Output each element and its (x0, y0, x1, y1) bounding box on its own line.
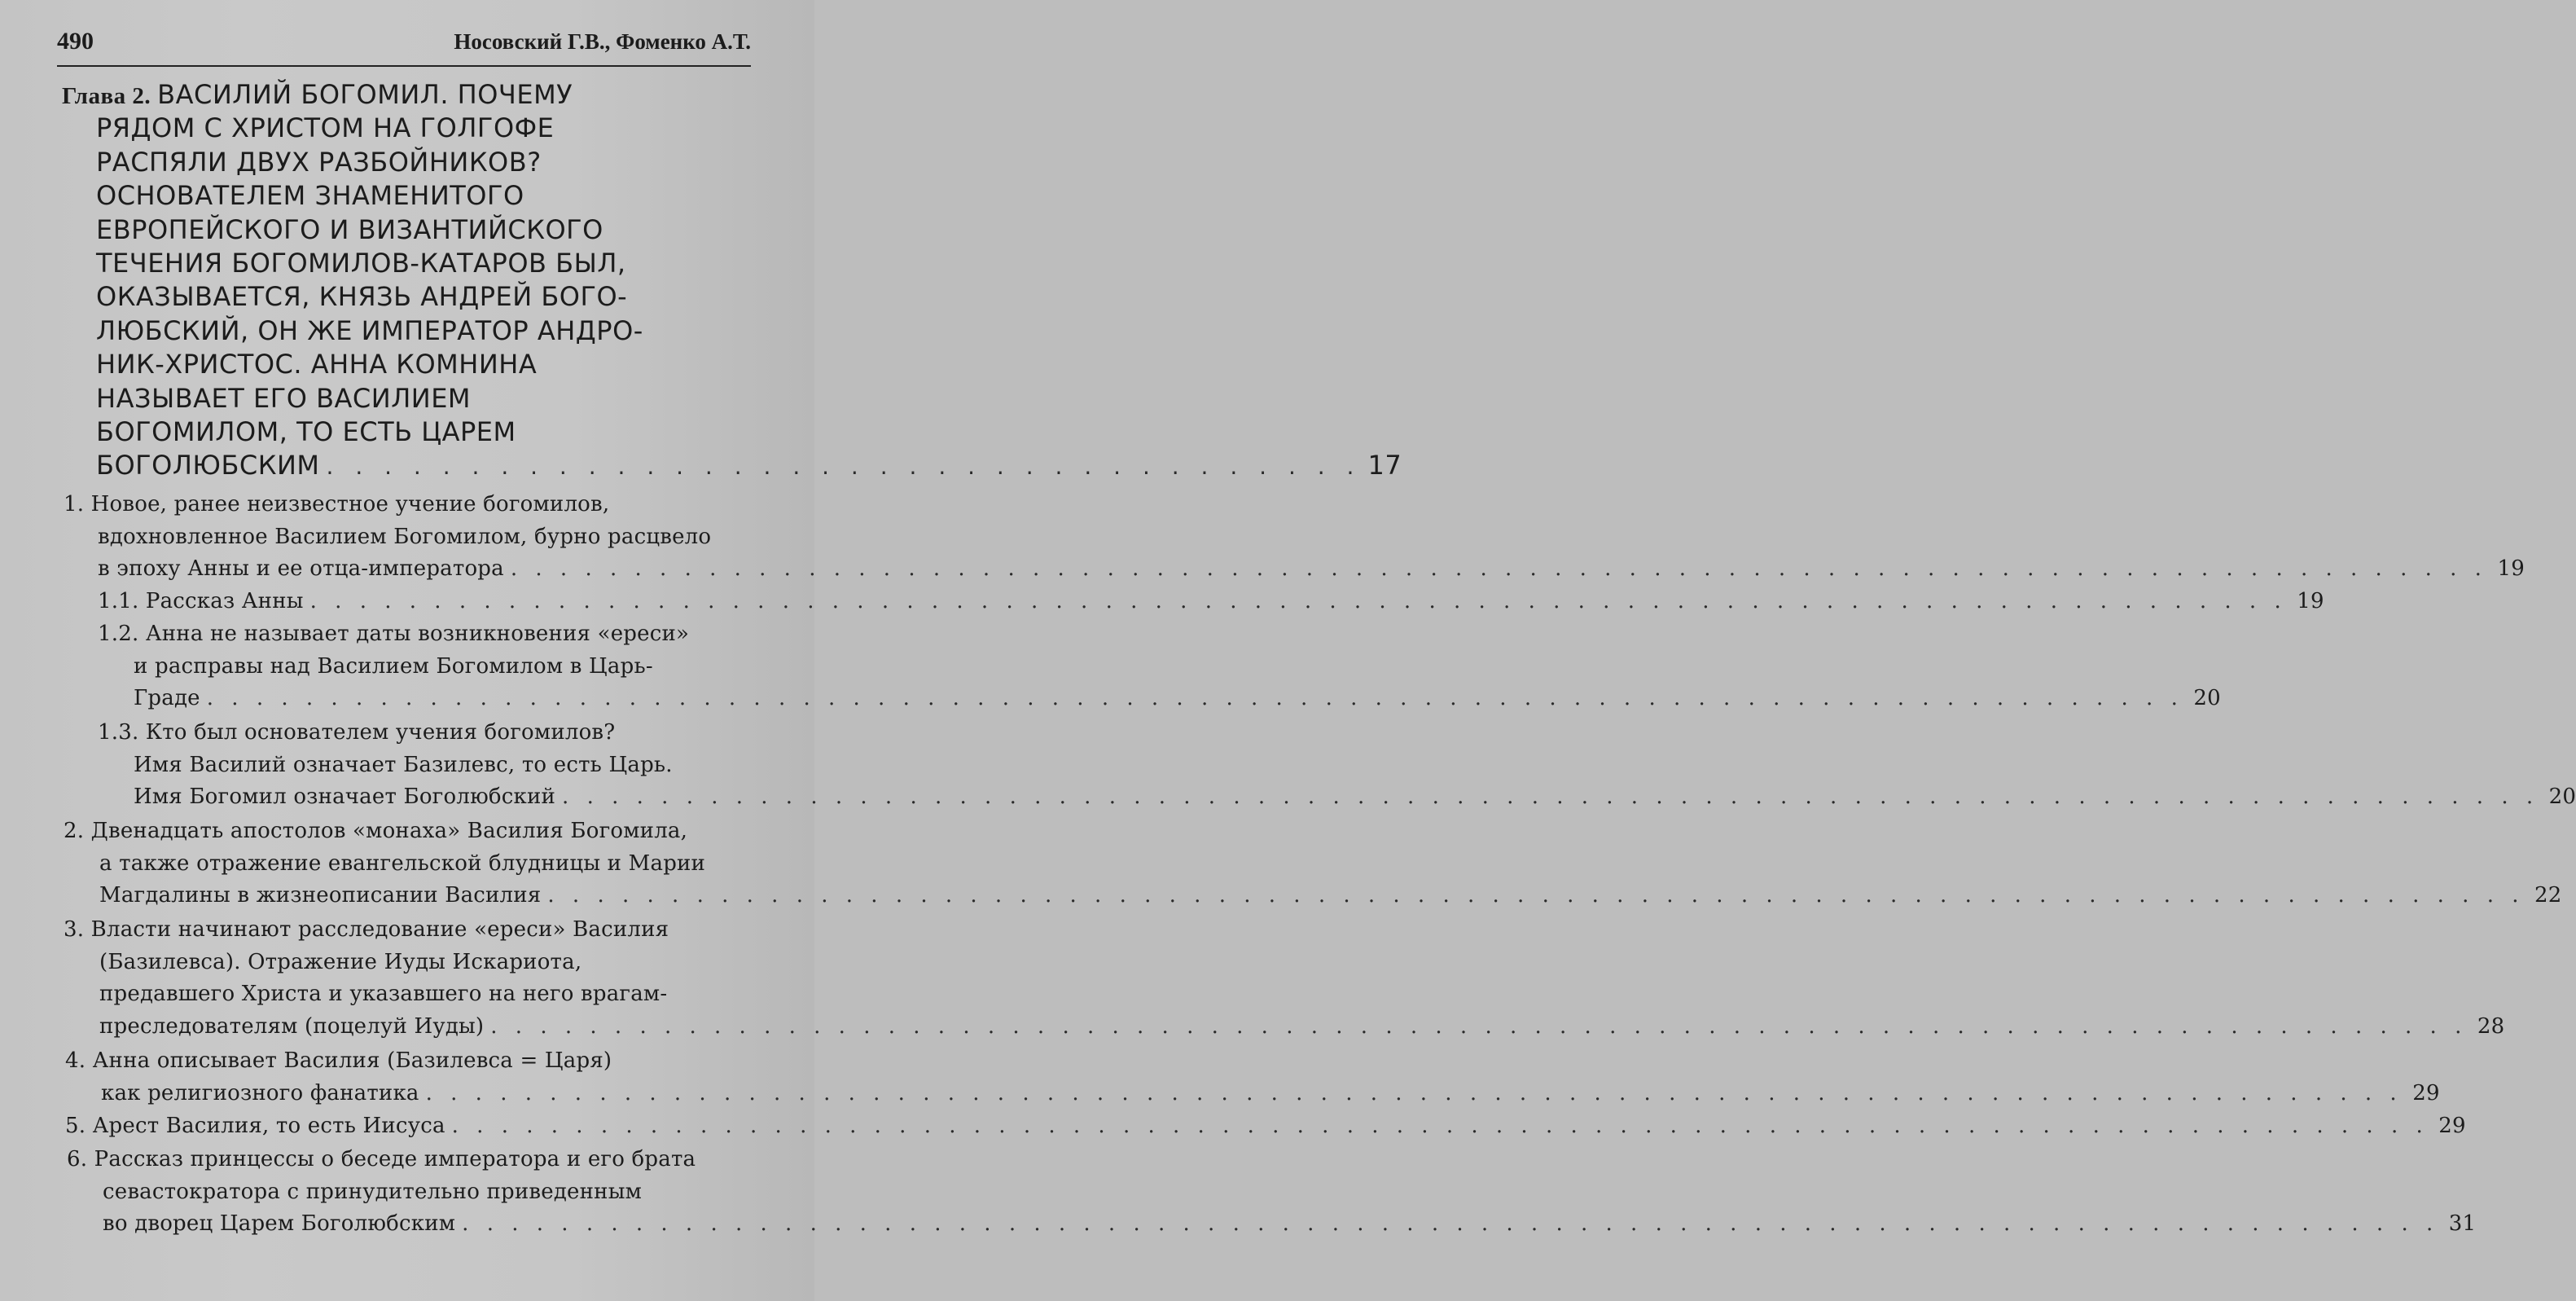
chapter-line (62, 247, 754, 280)
chapter-prefix: Глава 2. (62, 83, 151, 109)
toc-entry-line (0, 749, 741, 782)
chapter-line (62, 382, 754, 415)
chapter-title-line: ЛЮБСКИЙ, ОН ЖЕ ИМПЕРАТОР АНДРО- (96, 314, 643, 346)
toc-entry-text: во дворец Царем Боголюбским (103, 1211, 456, 1236)
toc-page-number: 31 (2448, 1211, 2477, 1236)
dot-leader: . . . . . . . . . . . . . . . . . . . . . . . . . . . . . . . . . . . . . . . . . . . . . . . . . . . . . . . . . . . . . . . . . . . . . . . . . . . . . . . . (425, 1080, 2403, 1105)
toc-page-number: 19 (2297, 589, 2324, 613)
toc-entry (0, 717, 2576, 814)
chapter-line (62, 280, 754, 314)
toc-entry-text: и расправы над Василием Богомилом в Царь- (134, 653, 653, 679)
toc-page-number: 22 (2534, 883, 2562, 908)
toc-entry (0, 618, 2221, 715)
toc-entry-text: 3. Власти начинают расследование «ереси» Василия (64, 917, 669, 942)
chapter-line (62, 179, 754, 213)
chapter-title-line: РЯДОМ С ХРИСТОМ НА ГОЛГОФЕ (96, 112, 555, 144)
toc-entry-line (0, 978, 753, 1011)
toc-entry-line (0, 914, 753, 947)
toc-entry-text: севастократора с принудительно приведенным (103, 1179, 643, 1204)
toc-entry-line (0, 553, 2525, 586)
toc-entry-line (0, 1045, 753, 1078)
dot-leader: . . . . . . . . . . . . . . . . . . . . . . . . . . . . . . . . . . . . . . . . . . . . . . . . . . . . . . . . . . . . . . . . . . . . . . . . . . . . . . . . (451, 1114, 2429, 1138)
toc-page-number: 29 (2438, 1114, 2466, 1138)
chapter-line (62, 348, 754, 381)
chapter-line (62, 78, 754, 112)
chapter-title-line: НАЗЫВАЕТ ЕГО ВАСИЛИЕМ (96, 382, 472, 414)
dot-leader: . . . . . . . . . . . . . . . . . . . . . . . . . . . . . . . . . . . . (326, 453, 1362, 481)
chapter-page-number: 17 (1367, 450, 1402, 481)
toc-page-number: 29 (2412, 1080, 2440, 1105)
chapter-title-line: БОГОМИЛОМ, ТО ЕСТЬ ЦАРЕМ (96, 415, 516, 447)
chapter-line (62, 112, 754, 145)
chapter-line (62, 415, 754, 449)
toc-entry-text: как религиозного фанатика (101, 1080, 419, 1105)
toc-entry-text: 6. Рассказ принцессы о беседе императора и его брата (67, 1147, 696, 1171)
dot-leader: . . . . . . . . . . . . . . . . . . . . . . . . . . . . . . . . . . . . . . . . . . . . . . . . . . . . . . . . . . . . . . . . . . . . . . . . . . . . . . . . (547, 883, 2525, 908)
toc-entry (0, 914, 2505, 1043)
toc-entry-line (0, 683, 2221, 715)
toc-entry-line (0, 1011, 2505, 1044)
toc-entry-text: 1.2. Анна не называет даты возникновения «ереси» (98, 622, 690, 646)
chapter-title-line: ОКАЗЫВАЕТСЯ, КНЯЗЬ АНДРЕЙ БОГО- (96, 281, 628, 313)
toc-entry-line (0, 618, 741, 651)
toc-entry-line (0, 781, 2576, 814)
toc-entry-text: Имя Богомил означает Боголюбский (134, 785, 556, 809)
toc-entry-text: вдохновленное Василием Богомилом, бурно расцвело (98, 524, 712, 549)
toc-entry-line (0, 947, 753, 979)
chapter-line (62, 314, 754, 348)
toc-entry-line (0, 521, 741, 554)
toc-entry (0, 1144, 2477, 1241)
chapter-title-line: ТЕЧЕНИЯ БОГОМИЛОВ-КАТАРОВ БЫЛ, (96, 247, 626, 279)
toc-entry (0, 1045, 2440, 1110)
toc-entry-text: предавшего Христа и указавшего на него врагам- (99, 982, 668, 1006)
toc-entry-text: Магдалины в жизнеописании Василия (99, 883, 542, 908)
toc-entry-line (0, 586, 2324, 618)
toc-entry-text: преследователям (поцелуй Иуды) (99, 1013, 485, 1039)
chapter-title-line: ОСНОВАТЕЛЕМ ЗНАМЕНИТОГО (96, 180, 524, 212)
toc-entry-text: 1.1. Рассказ Анны (98, 589, 304, 613)
chapter-title-line: ЕВРОПЕЙСКОГО И ВИЗАНТИЙСКОГО (96, 213, 603, 245)
toc-entry-text: Имя Василий означает Базилевс, то есть Царь. (134, 752, 673, 777)
chapter-title-line: НИК-ХРИСТОС. АННА КОМНИНА (96, 349, 538, 380)
chapter-line (62, 213, 754, 247)
chapter-line (62, 449, 1402, 482)
page-header (57, 24, 751, 67)
toc-entry-text: 1. Новое, ранее неизвестное учение богомилов, (64, 492, 610, 516)
toc-entry-line (0, 880, 2562, 912)
toc-entry-text: 1.3. Кто был основателем учения богомилов? (98, 720, 616, 745)
toc-entry (0, 815, 2562, 912)
dot-leader: . . . . . . . . . . . . . . . . . . . . . . . . . . . . . . . . . . . . . . . . . . . . . . . . . . . . . . . . . . . . . . . . . . . . . . . . . . . . . . . . (309, 589, 2287, 613)
toc-entry-text: 5. Арест Василия, то есть Иисуса (65, 1114, 445, 1138)
toc-page-number: 28 (2477, 1013, 2505, 1039)
toc-entry-text: Граде (134, 686, 200, 710)
dot-leader: . . . . . . . . . . . . . . . . . . . . . . . . . . . . . . . . . . . . . . . . . . . . . . . . . . . . . . . . . . . . . . . . . . . . . . . . . . . . . . . . (510, 556, 2487, 581)
toc-entry-line (0, 651, 741, 683)
chapter-line (62, 146, 754, 179)
toc-entry-line (0, 1176, 761, 1209)
toc-entry-line (0, 1078, 2440, 1110)
toc-entry-text: 4. Анна описывает Василия (Базилевса = Царя) (65, 1048, 612, 1073)
toc-entry-line (0, 1144, 761, 1176)
chapter-heading (62, 78, 1402, 483)
toc-entry (0, 1110, 2466, 1143)
toc-entry-text: 2. Двенадцать апостолов «монаха» Василия Богомила, (64, 819, 688, 843)
toc-entry-text: в эпоху Анны и ее отца-императора (98, 556, 504, 581)
toc-page-number: 19 (2497, 556, 2525, 581)
chapter-title-line: ВАСИЛИЙ БОГОМИЛ. ПОЧЕМУ (157, 79, 573, 110)
toc-page-number: 20 (2193, 686, 2221, 710)
toc-entry (0, 489, 2525, 586)
toc-entry-text: (Базилевса). Отражение Иуды Искариота, (99, 949, 582, 974)
toc-entry-line (0, 1208, 2477, 1241)
toc-entry-line (0, 717, 741, 749)
page-number: 490 (57, 28, 94, 55)
dot-leader: . . . . . . . . . . . . . . . . . . . . . . . . . . . . . . . . . . . . . . . . . . . . . . . . . . . . . . . . . . . . . . . . . . . . . . . . . . . . . . . . (562, 785, 2539, 809)
dot-leader: . . . . . . . . . . . . . . . . . . . . . . . . . . . . . . . . . . . . . . . . . . . . . . . . . . . . . . . . . . . . . . . . . . . . . . . . . . . . . . . . (206, 686, 2183, 710)
toc-entry-line (0, 848, 753, 881)
dot-leader: . . . . . . . . . . . . . . . . . . . . . . . . . . . . . . . . . . . . . . . . . . . . . . . . . . . . . . . . . . . . . . . . . . . . . . . . . . . . . . . . (462, 1211, 2439, 1236)
toc-entry-line (0, 815, 753, 848)
toc-entry-line (0, 489, 741, 521)
toc-entry-line (0, 1110, 2466, 1143)
dot-leader: . . . . . . . . . . . . . . . . . . . . . . . . . . . . . . . . . . . . . . . . . . . . . . . . . . . . . . . . . . . . . . . . . . . . . . . . . . . . . . . . (490, 1013, 2468, 1039)
toc-entry-text: а также отражение евангельской блудницы и Марии (99, 850, 706, 876)
chapter-title-line: БОГОЛЮБСКИМ (96, 450, 320, 481)
toc-page-number: 20 (2548, 785, 2576, 809)
chapter-title-line: РАСПЯЛИ ДВУХ РАЗБОЙНИКОВ? (96, 146, 542, 178)
toc-entry (0, 586, 2324, 618)
running-head: Носовский Г.В., Фоменко А.Т. (454, 29, 751, 54)
